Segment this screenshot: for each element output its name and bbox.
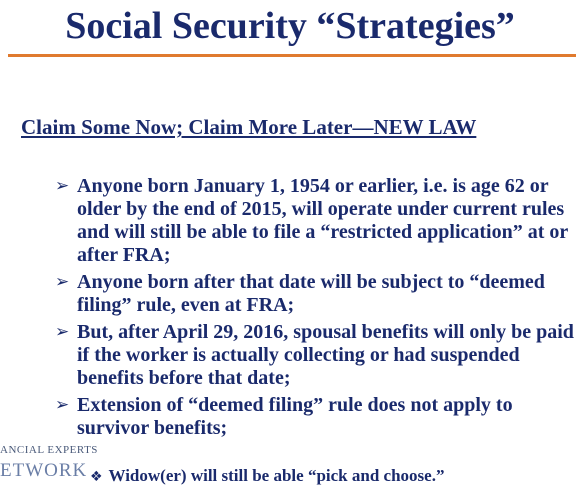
logo-line-1: ANCIAL EXPERTS xyxy=(0,444,98,456)
network-logo xyxy=(0,440,98,488)
bullet-list xyxy=(55,175,580,444)
arrow-bullet-icon: ➢ xyxy=(55,272,70,292)
bullet-text: But, after April 29, 2016, spousal benefits will only be paid if the worker is actually collecting or had suspended benefits before that date; xyxy=(77,321,574,389)
sub-bullet-item xyxy=(90,466,444,487)
section-heading: Claim Some Now; Claim More Later—NEW LAW xyxy=(21,115,477,139)
bullet-text: Anyone born January 1, 1954 or earlier, i.e. is age 62 or older by the end of 2015, will operate under current rules and will still be able to file a “restricted application” at or after FRA; xyxy=(77,175,568,266)
arrow-bullet-icon: ➢ xyxy=(55,176,70,196)
bullet-item xyxy=(55,394,580,440)
diamond-bullet-icon: ❖ xyxy=(90,469,103,485)
title-divider xyxy=(8,54,576,57)
bullet-item xyxy=(55,175,580,267)
bullet-text: Extension of “deemed filing” rule does not apply to survivor benefits; xyxy=(77,394,513,439)
bullet-item xyxy=(55,271,580,317)
bullet-item xyxy=(55,321,580,390)
slide-title: Social Security “Strategies” xyxy=(65,5,515,47)
logo-line-2: ETWORK xyxy=(0,460,88,481)
arrow-bullet-icon: ➢ xyxy=(55,322,70,342)
sub-bullet-text: Widow(er) will still be able “pick and choose.” xyxy=(108,466,445,485)
bullet-text: Anyone born after that date will be subject to “deemed filing” rule, even at FRA; xyxy=(77,271,545,316)
arrow-bullet-icon: ➢ xyxy=(55,395,70,415)
